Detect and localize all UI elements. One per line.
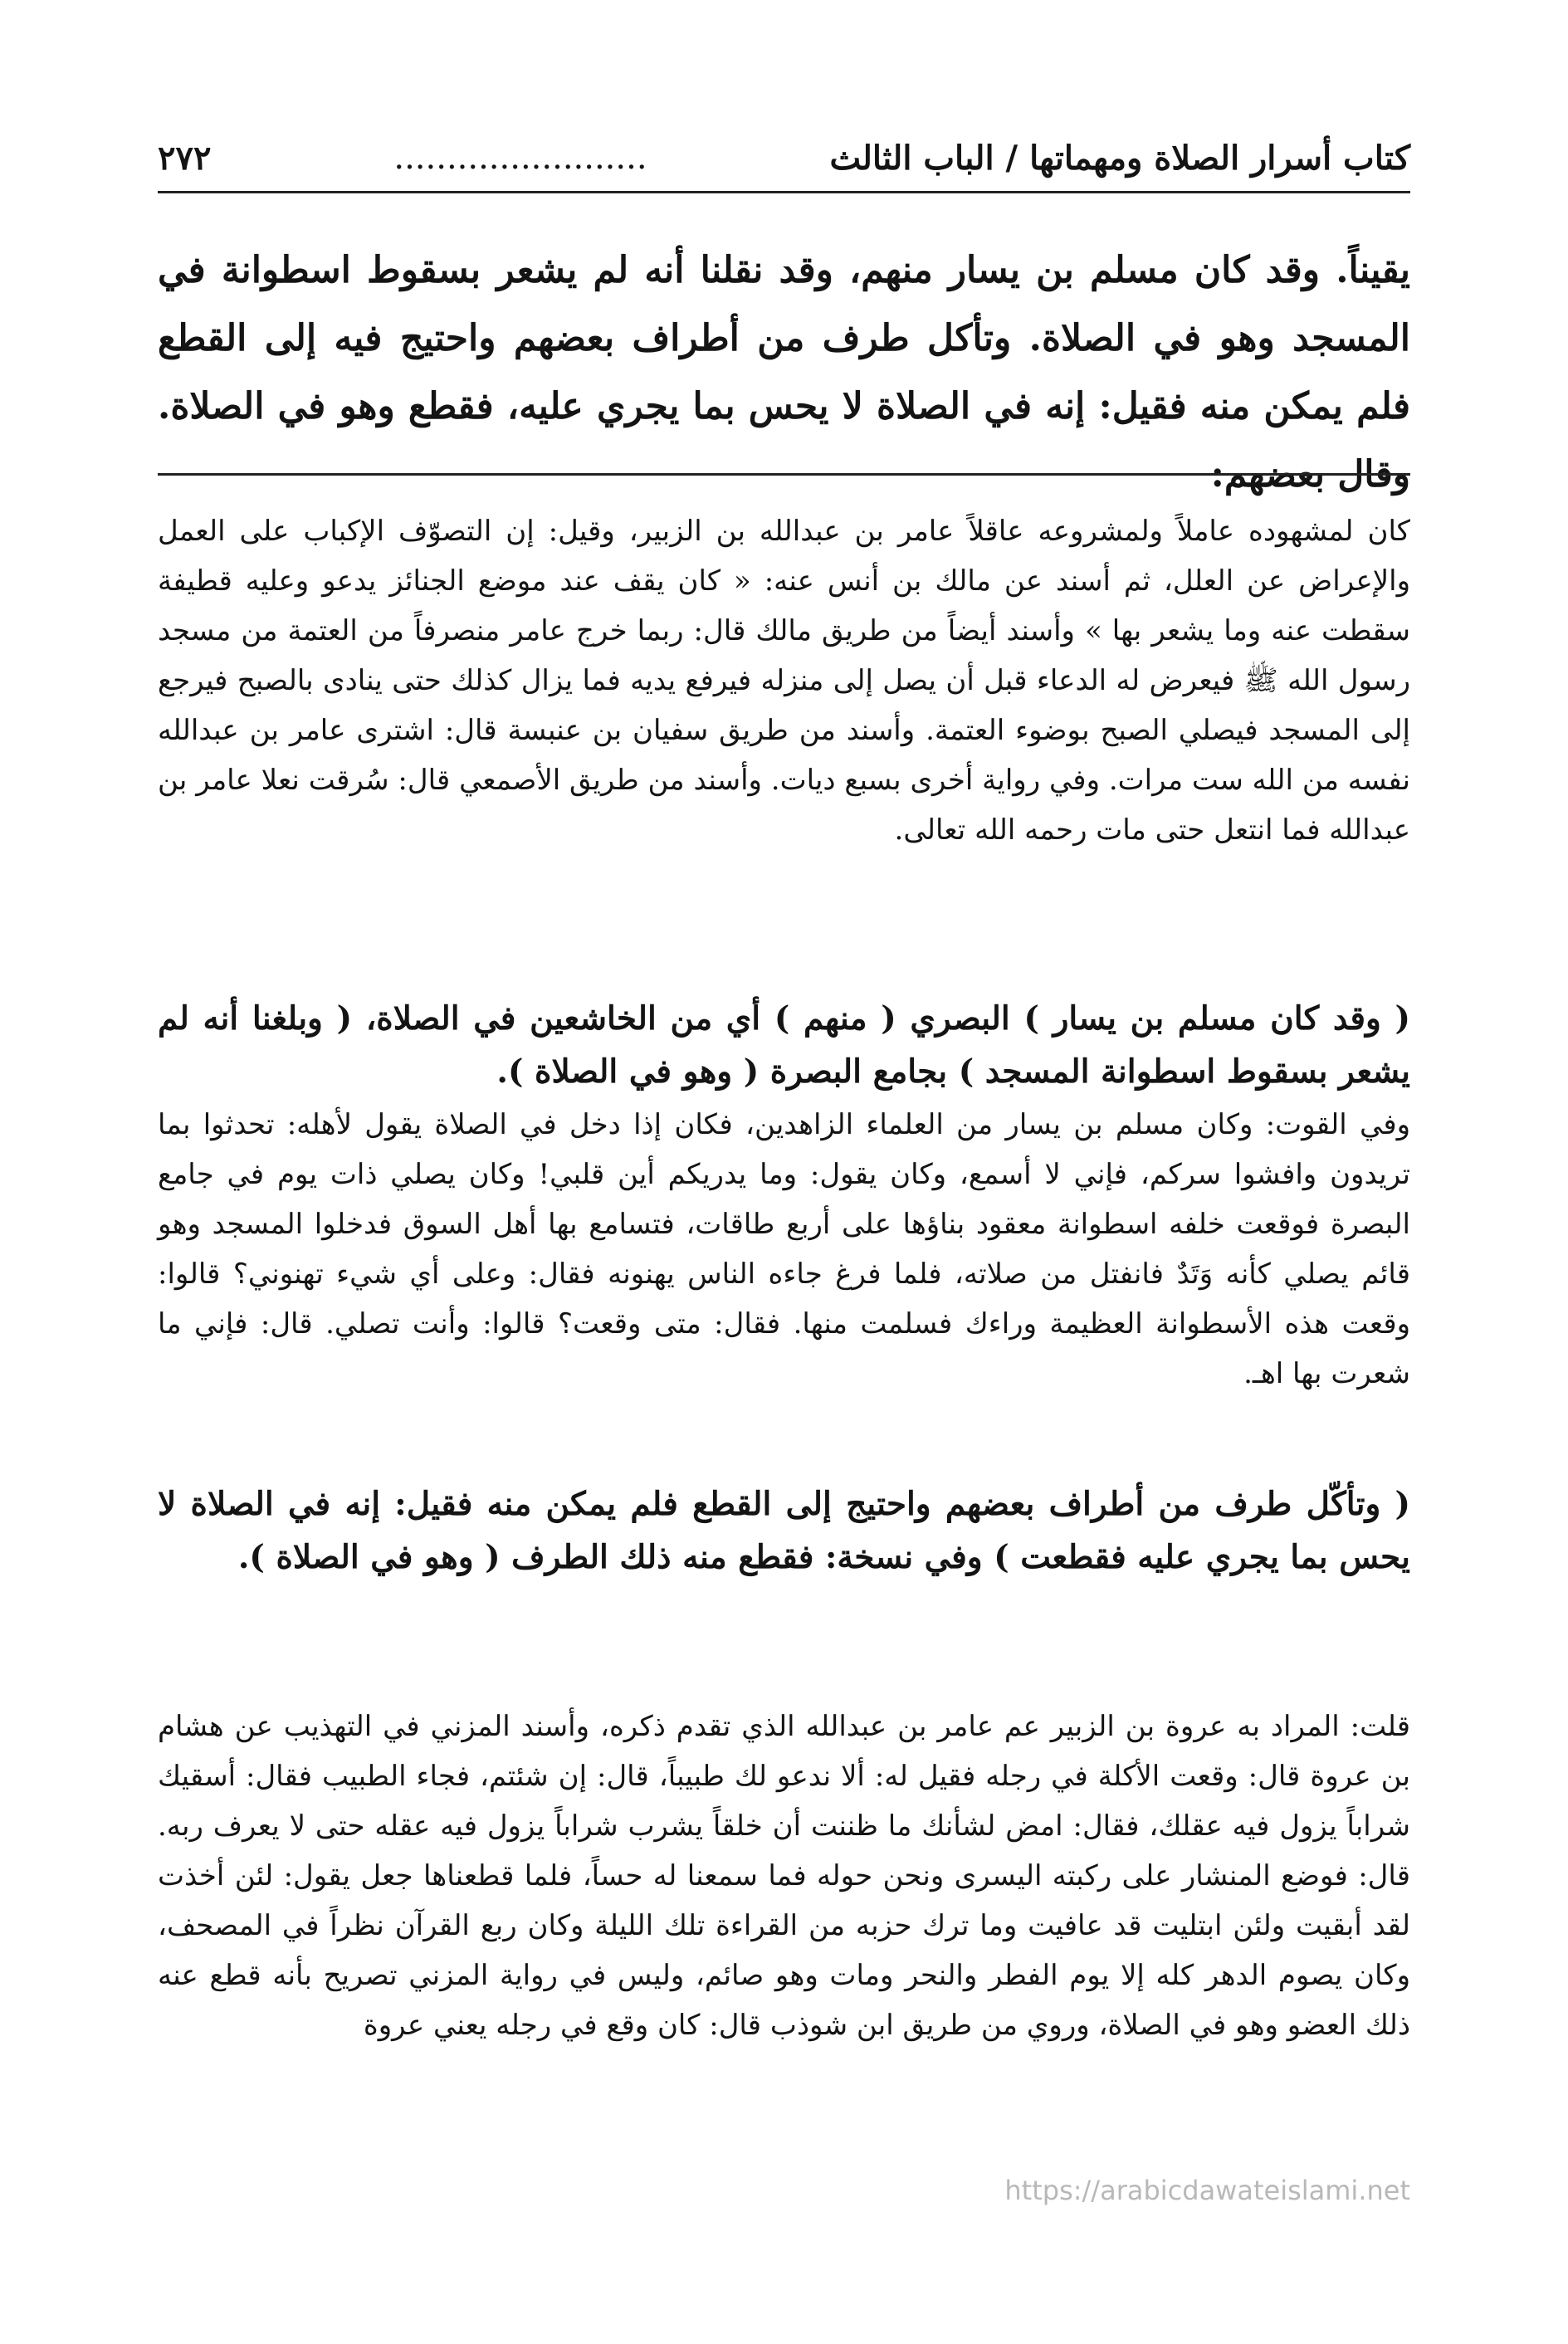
commentary-block-2 [158, 1100, 1410, 1399]
page-number: ٢٧٢ [158, 138, 212, 178]
commentary-block-3 [158, 1702, 1410, 2050]
header-dots: ........................ [393, 139, 647, 177]
quoted-matn-1 [158, 992, 1410, 1098]
footnote-separator [158, 473, 1410, 476]
quoted-matn-paragraph-1: ( وقد كان مسلم بن يسار ) البصري ( منهم ) أي من الخاشعين في الصلاة، ( وبلغنا أنه لم يشعر بسقوط اسطوانة المسجد ) بجامع البصرة ( وهو في الصلاة ). [158, 999, 1410, 1091]
commentary-paragraph-2: وفي القوت: وكان مسلم بن يسار من العلماء الزاهدين، فكان إذا دخل في الصلاة يقول لأهله: تحدثوا بما تريدون وافشوا سركم، فإني لا أسمع، وكان يقول: وما يدريكم أين قلبي! وكان يصلي ذات يوم في جامع البصرة فوقعت خلفه اسطوانة معقود بناؤها على أربع طاقات، فتسامع بها أهل السوق فدخلوا المسجد وهو قائم يصلي كأنه وَتَدٌ فانفتل من صلاته، فلما فرغ جاءه الناس يهنونه فقال: وعلى أي شيء تهنوني؟ قالوا: وقعت هذه الأسطوانة العظيمة وراءك فسلمت منها. فقال: متى وقعت؟ قالوا: وأنت تصلي. قال: فإني ما شعرت بها اهـ. [158, 1108, 1410, 1390]
website-watermark: https://arabicdawateislami.net [1004, 2175, 1410, 2206]
commentary-paragraph-1: كان لمشهوده عاملاً ولمشروعه عاقلاً عامر بن عبدالله بن الزبير، وقيل: إن التصوّف الإكباب على العمل والإعراض عن العلل، ثم أسند عن مالك بن أنس عنه: « كان يقف عند موضع الجنائز يدعو وعليه قطيفة سقطت عنه وما يشعر بها » وأسند أيضاً من طريق مالك قال: ربما خرج عامر منصرفاً من العتمة من مسجد رسول الله ﷺ فيعرض له الدعاء قبل أن يصل إلى منزله فيرفع يديه فما يزال كذلك حتى ينادى بالصبح فيرجع إلى المسجد فيصلي الصبح بوضوء العتمة. وأسند من طريق سفيان بن عنبسة قال: اشترى عامر بن عبدالله نفسه من الله ست مرات. وفي رواية أخرى بسبع ديات. وأسند من طريق الأصمعي قال: سُرقت نعلا عامر بن عبدالله فما انتعل حتى مات رحمه الله تعالى. [158, 515, 1410, 847]
commentary-block-1 [158, 506, 1410, 855]
quoted-matn-paragraph-2: ( وتأكّل طرف من أطراف بعضهم واحتيج إلى القطع فلم يمكن منه فقيل: إنه في الصلاة لا يحس بما يجري عليه فقطعت ) وفي نسخة: فقطع منه ذلك الطرف ( وهو في الصلاة ). [158, 1485, 1410, 1576]
main-text-paragraph: يقيناً. وقد كان مسلم بن يسار منهم، وقد نقلنا أنه لم يشعر بسقوط اسطوانة في المسجد وهو في الصلاة. وتأكل طرف من أطراف بعضهم واحتيج فيه إلى القطع فلم يمكن منه فقيل: إنه في الصلاة لا يحس بما يجري عليه، فقطع وهو في الصلاة. وقال بعضهم: [158, 249, 1410, 496]
page-header [158, 125, 1410, 193]
quoted-matn-2 [158, 1477, 1410, 1584]
commentary-paragraph-3: قلت: المراد به عروة بن الزبير عم عامر بن عبدالله الذي تقدم ذكره، وأسند المزني في التهذيب عن هشام بن عروة قال: وقعت الأكلة في رجله فقيل له: ألا ندعو لك طبيباً، قال: إن شئتم، فجاء الطبيب فقال: أسقيك شراباً يزول فيه عقلك، فقال: امض لشأنك ما ظننت أن خلقاً يشرب شراباً يزول فيه عقله حتى لا يعرف ربه. قال: فوضع المنشار على ركبته اليسرى ونحن حوله فما سمعنا له حساً، فلما قطعناها جعل يقول: لئن أخذت لقد أبقيت ولئن ابتليت قد عافيت وما ترك حزبه من القراءة تلك الليلة وكان ربع القرآن نظراً في المصحف، وكان يصوم الدهر كله إلا يوم الفطر والنحر ومات وهو صائم، وليس في رواية المزني تصريح بأنه قطع عنه ذلك العضو وهو في الصلاة، وروي من طريق ابن شوذب قال: كان وقع في رجله يعني عروة [158, 1710, 1410, 2042]
main-text [158, 237, 1410, 509]
running-title: كتاب أسرار الصلاة ومهماتها / الباب الثالث [829, 138, 1410, 178]
